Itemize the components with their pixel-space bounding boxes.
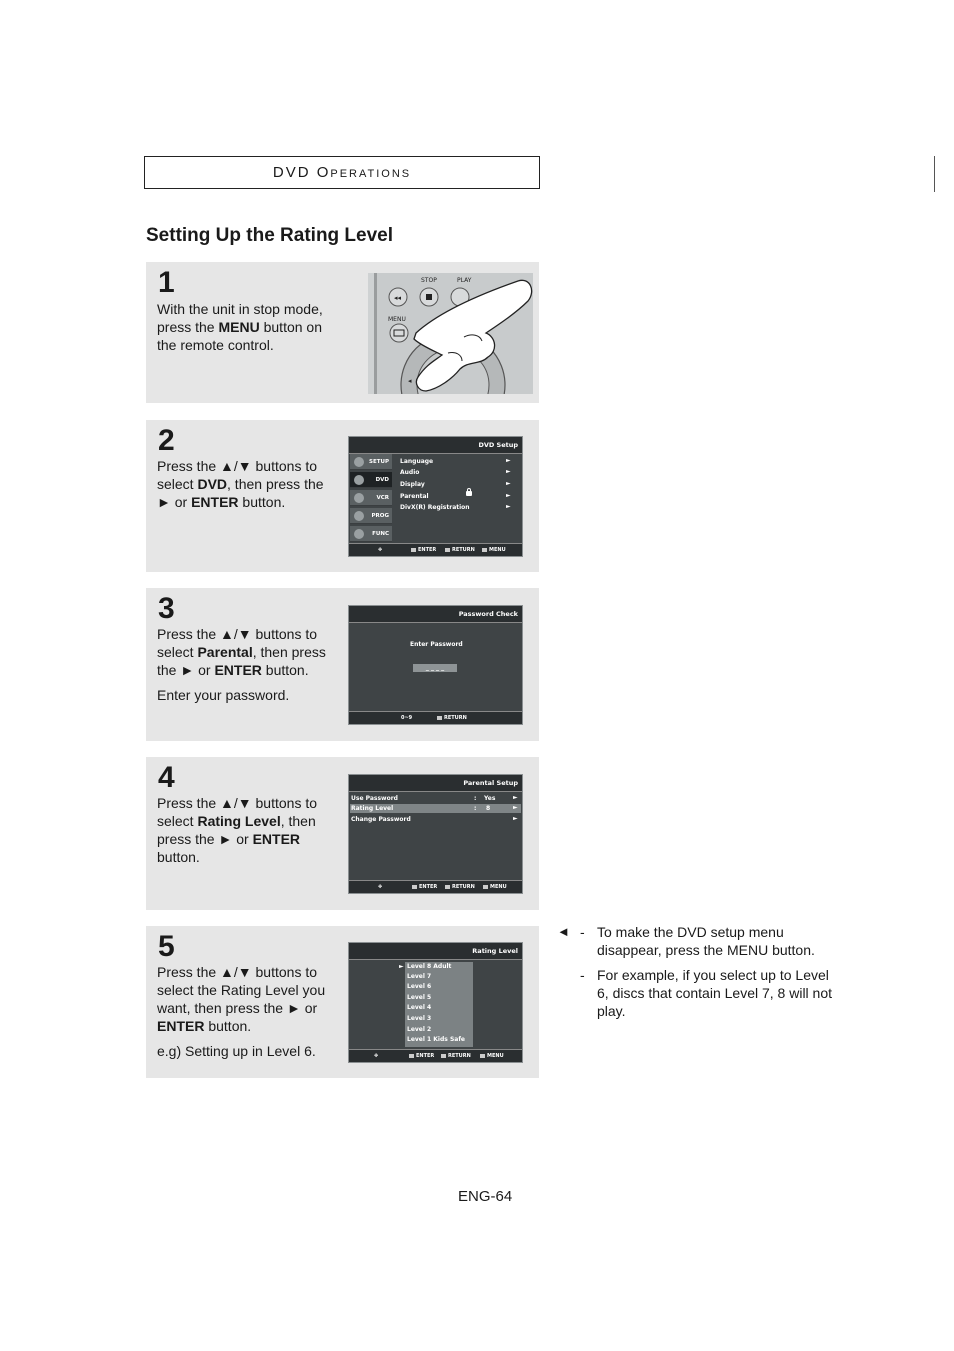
level-item: Level 6 bbox=[407, 983, 432, 990]
hint-bar bbox=[349, 711, 522, 724]
step-text bbox=[157, 625, 332, 711]
text: button. bbox=[238, 494, 286, 510]
enter-bold: ENTER bbox=[252, 831, 301, 847]
move-icon: ✥ bbox=[378, 547, 383, 553]
enter-hint: ENTER bbox=[411, 547, 436, 553]
menu-item-audio: Audio bbox=[400, 469, 420, 476]
text: Press the ▲/▼ buttons to select bbox=[157, 626, 318, 660]
text: button on the remote control. bbox=[157, 319, 322, 353]
enter-hint: ENTER bbox=[412, 884, 437, 890]
arrow-right-icon: ► bbox=[513, 815, 518, 822]
tab-func: FUNC bbox=[350, 526, 392, 542]
return-hint: RETURN bbox=[445, 884, 475, 890]
row-use-password: Use Password bbox=[351, 795, 398, 802]
tab-dvd: DVD bbox=[350, 472, 392, 488]
arrow-right-icon: ► bbox=[506, 503, 511, 510]
password-field: _ _ _ _ bbox=[413, 664, 457, 672]
hint-bar bbox=[349, 543, 522, 556]
step-number: 1 bbox=[158, 266, 175, 299]
enter-bold: ENTER bbox=[157, 1018, 205, 1034]
step-2 bbox=[146, 420, 539, 572]
row-change-password: Change Password bbox=[351, 816, 411, 823]
level-item: Level 8 Adult bbox=[407, 963, 452, 970]
move-icon: ✥ bbox=[374, 1053, 379, 1059]
step-text bbox=[157, 794, 332, 866]
text: , then press the ► or bbox=[157, 476, 324, 510]
return-hint: RETURN bbox=[437, 715, 467, 721]
level-item: Level 3 bbox=[407, 1015, 432, 1022]
hint-bar bbox=[349, 880, 522, 893]
rating-level-screen bbox=[348, 942, 523, 1063]
svg-text:◂◂: ◂◂ bbox=[394, 294, 402, 302]
arrow-right-icon: ► bbox=[506, 457, 511, 464]
screen-title: Password Check bbox=[349, 606, 522, 623]
dvd-bold: DVD bbox=[197, 476, 228, 492]
arrow-right-icon: ► bbox=[506, 468, 511, 475]
text: Press the ▲/▼ buttons to select bbox=[157, 795, 318, 829]
parental-bold: Parental bbox=[197, 644, 253, 660]
step-text bbox=[157, 300, 332, 354]
text: button. bbox=[204, 1018, 252, 1034]
menu-bold: MENU bbox=[218, 319, 260, 335]
step-note: e.g) Setting up in Level 6. bbox=[157, 1043, 316, 1059]
password-prompt: Enter Password bbox=[410, 641, 463, 648]
enter-hint: ENTER bbox=[409, 1053, 434, 1059]
text: Press the ▲/▼ buttons to select the Rating Level you want, then press the ► or bbox=[157, 964, 326, 1016]
note-item: - For example, if you select up to Level 6, discs that contain Level 7, 8 will not play. bbox=[580, 967, 833, 1019]
arrow-right-icon: ► bbox=[506, 492, 511, 499]
menu-item-divx: DivX(R) Registration bbox=[400, 504, 470, 511]
page-number: ENG-64 bbox=[458, 1188, 513, 1205]
step-number: 3 bbox=[158, 592, 175, 625]
margin-rule bbox=[934, 156, 935, 192]
menu-label: MENU bbox=[388, 316, 406, 323]
text: , then press the ► or bbox=[157, 644, 326, 678]
level-item: Level 7 bbox=[407, 973, 432, 980]
text: button. bbox=[261, 662, 309, 678]
remote-illustration bbox=[368, 273, 533, 394]
notes bbox=[557, 923, 837, 1027]
use-password-value: Yes bbox=[484, 795, 496, 802]
return-hint: RETURN bbox=[445, 547, 475, 553]
play-label: PLAY bbox=[457, 277, 472, 284]
arrow-right-icon: ► bbox=[506, 480, 511, 487]
return-hint: RETURN bbox=[441, 1053, 471, 1059]
function-icon bbox=[354, 529, 364, 539]
svg-text:◂: ◂ bbox=[408, 378, 412, 385]
section-title-small: PERATIONS bbox=[330, 168, 412, 180]
disc-icon bbox=[354, 475, 364, 485]
menu-item-display: Display bbox=[400, 481, 425, 488]
page-heading: Setting Up the Rating Level bbox=[146, 225, 394, 246]
move-icon: ✥ bbox=[378, 884, 383, 890]
step-5 bbox=[146, 926, 539, 1078]
screen-title: Rating Level bbox=[349, 943, 522, 960]
menu-hint: MENU bbox=[480, 1053, 504, 1059]
menu-hint: MENU bbox=[482, 547, 506, 553]
hint-bar bbox=[349, 1049, 522, 1062]
menu-item-language: Language bbox=[400, 458, 434, 465]
parental-setup-screen bbox=[348, 774, 523, 894]
password-check-screen bbox=[348, 605, 523, 725]
row-rating-level: Rating Level bbox=[351, 805, 394, 812]
step-number: 2 bbox=[158, 424, 175, 457]
section-title bbox=[144, 156, 540, 189]
note-text: To make the DVD setup menu disappear, press the MENU button. bbox=[597, 924, 815, 958]
dvd-setup-screen bbox=[348, 436, 523, 557]
screen-title: Parental Setup bbox=[349, 775, 522, 792]
step-4 bbox=[146, 757, 539, 910]
rating-level-value: 8 bbox=[486, 805, 491, 812]
stop-label: STOP bbox=[421, 277, 437, 284]
enter-bold: ENTER bbox=[214, 662, 262, 678]
section-title-cap: DVD O bbox=[272, 164, 331, 181]
step-3 bbox=[146, 588, 539, 741]
arrow-right-icon: ► bbox=[513, 794, 518, 801]
note-text: For example, if you select up to Level 6, discs that contain Level 7, 8 will not play. bbox=[597, 967, 833, 1019]
level-item: Level 1 Kids Safe bbox=[407, 1036, 465, 1043]
selection-pointer-icon: ► bbox=[399, 963, 404, 970]
step-text bbox=[157, 963, 332, 1067]
level-item: Level 5 bbox=[407, 994, 432, 1001]
note-item: ◄ - To make the DVD setup menu disappear, press the MENU button. bbox=[557, 924, 815, 958]
text: Press the ▲/▼ buttons to select bbox=[157, 458, 318, 492]
step-note: Enter your password. bbox=[157, 687, 290, 703]
step-number: 5 bbox=[158, 930, 175, 963]
text: button. bbox=[157, 849, 200, 865]
note-pointer-icon: ◄ bbox=[557, 924, 570, 939]
level-item: Level 2 bbox=[407, 1026, 432, 1033]
arrow-right-icon: ► bbox=[513, 804, 518, 811]
gear-icon bbox=[354, 457, 364, 467]
separator: : bbox=[474, 805, 477, 812]
clock-icon bbox=[354, 511, 364, 521]
digit-range: 0~9 bbox=[401, 715, 413, 721]
menu-button bbox=[390, 324, 408, 342]
menu-item-parental: Parental bbox=[400, 493, 429, 500]
level-item: Level 4 bbox=[407, 1004, 432, 1011]
step-text bbox=[157, 457, 332, 511]
tab-setup: SETUP bbox=[350, 454, 392, 470]
text: , then press the ► or bbox=[157, 813, 316, 847]
menu-hint: MENU bbox=[483, 884, 507, 890]
step-1 bbox=[146, 262, 539, 403]
tab-vcr: VCR bbox=[350, 490, 392, 506]
screen-title: DVD Setup bbox=[349, 437, 522, 454]
separator: : bbox=[474, 795, 477, 802]
tab-prog: PROG bbox=[350, 508, 392, 524]
step-number: 4 bbox=[158, 761, 175, 794]
enter-bold: ENTER bbox=[191, 494, 239, 510]
text: With the unit in stop mode, press the bbox=[157, 301, 323, 335]
tape-icon bbox=[354, 493, 364, 503]
rating-level-bold: Rating Level bbox=[197, 813, 281, 829]
